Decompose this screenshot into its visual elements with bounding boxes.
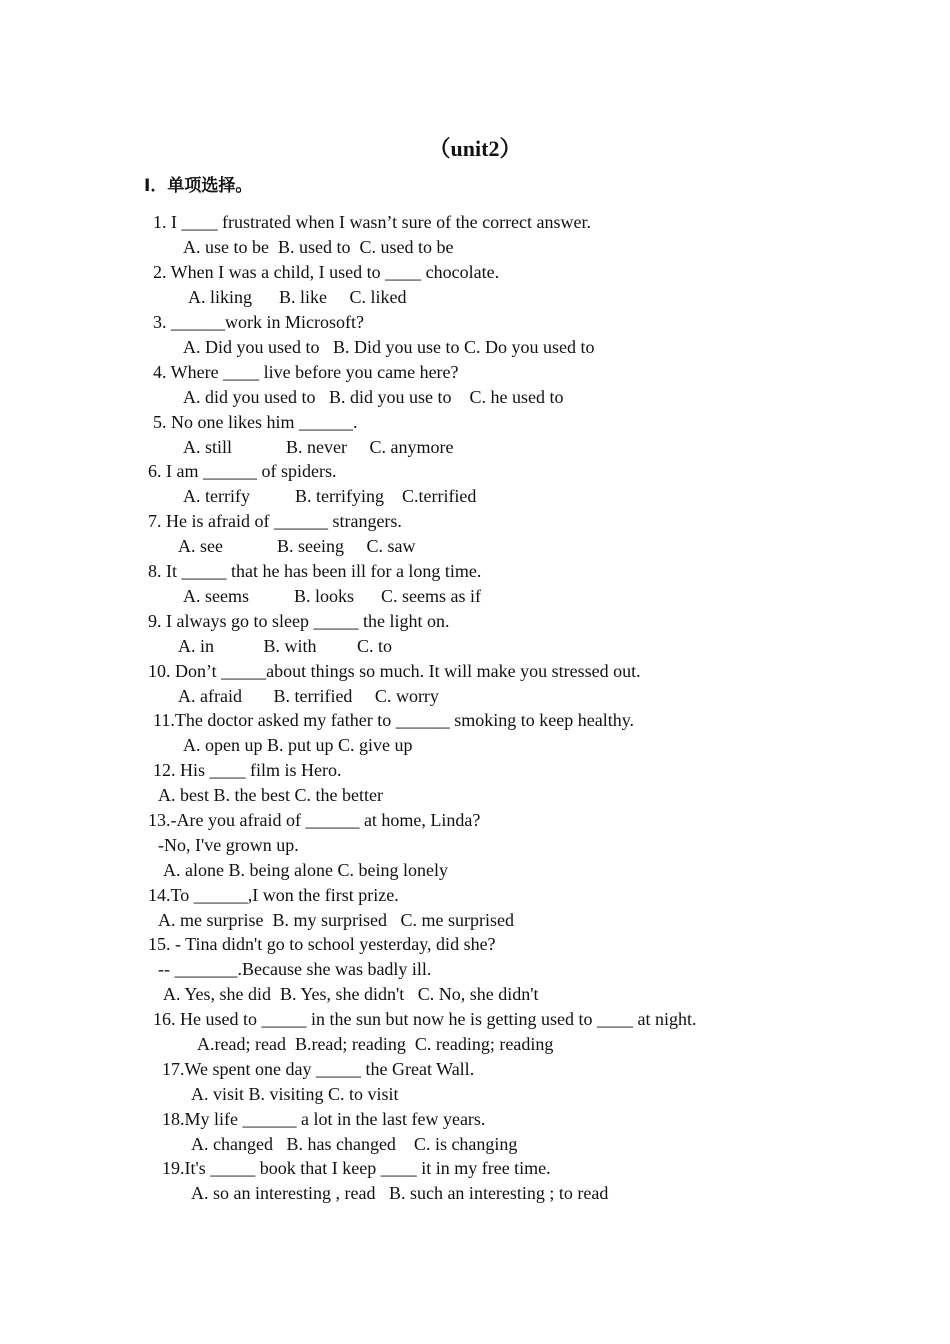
options-2: A. liking B. like C. liked [188,287,407,307]
options-3: A. Did you used to B. Did you use to C. Do you used to [183,337,595,357]
answer-13: -No, I've grown up. [158,835,299,855]
question-14: 14.To ______,I won the first prize. [148,885,399,905]
question-6: 6. I am ______ of spiders. [148,461,337,481]
page-title: （unit2） [428,136,522,161]
question-2: 2. When I was a child, I used to ____ chocolate. [153,262,500,282]
section-heading: I．单项选择。 [144,176,253,196]
question-5: 5. No one likes him ______. [153,412,358,432]
options-5: A. still B. never C. anymore [183,437,454,457]
options-8: A. seems B. looks C. seems as if [183,586,481,606]
question-18: 18.My life ______ a lot in the last few years. [162,1109,486,1129]
question-16: 16. He used to _____ in the sun but now he is getting used to ____ at night. [153,1009,697,1029]
question-4: 4. Where ____ live before you came here? [153,362,459,382]
question-7: 7. He is afraid of ______ strangers. [148,511,402,531]
question-1: 1. I ____ frustrated when I wasn’t sure of the correct answer. [153,212,592,232]
options-14: A. me surprise B. my surprised C. me surprised [158,910,514,930]
options-9: A. in B. with C. to [178,636,393,656]
question-8: 8. It _____ that he has been ill for a long time. [148,561,482,581]
options-11: A. open up B. put up C. give up [183,735,413,755]
options-13: A. alone B. being alone C. being lonely [163,860,448,880]
options-19: A. so an interesting , read B. such an interesting ; to read [191,1183,609,1203]
answer-15: -- _______.Because she was badly ill. [158,959,432,979]
options-17: A. visit B. visiting C. to visit [191,1084,399,1104]
question-15: 15. - Tina didn't go to school yesterday, did she? [148,934,496,954]
question-17: 17.We spent one day _____ the Great Wall. [162,1059,475,1079]
options-12: A. best B. the best C. the better [158,785,383,805]
options-18: A. changed B. has changed C. is changing [191,1134,518,1154]
options-7: A. see B. seeing C. saw [178,536,416,556]
options-10: A. afraid B. terrified C. worry [178,686,439,706]
question-10: 10. Don’t _____about things so much. It will make you stressed out. [148,661,641,681]
question-13: 13.-Are you afraid of ______ at home, Linda? [148,810,481,830]
options-15: A. Yes, she did B. Yes, she didn't C. No, she didn't [163,984,539,1004]
options-1: A. use to be B. used to C. used to be [183,237,454,257]
question-19: 19.It's _____ book that I keep ____ it in my free time. [162,1158,551,1178]
question-9: 9. I always go to sleep _____ the light on. [148,611,450,631]
question-11: 11.The doctor asked my father to ______ smoking to keep healthy. [153,710,635,730]
question-3: 3. ______work in Microsoft? [153,312,364,332]
options-16: A.read; read B.read; reading C. reading; reading [197,1034,554,1054]
question-12: 12. His ____ film is Hero. [153,760,342,780]
options-6: A. terrify B. terrifying C.terrified [183,486,477,506]
options-4: A. did you used to B. did you use to C. he used to [183,387,564,407]
